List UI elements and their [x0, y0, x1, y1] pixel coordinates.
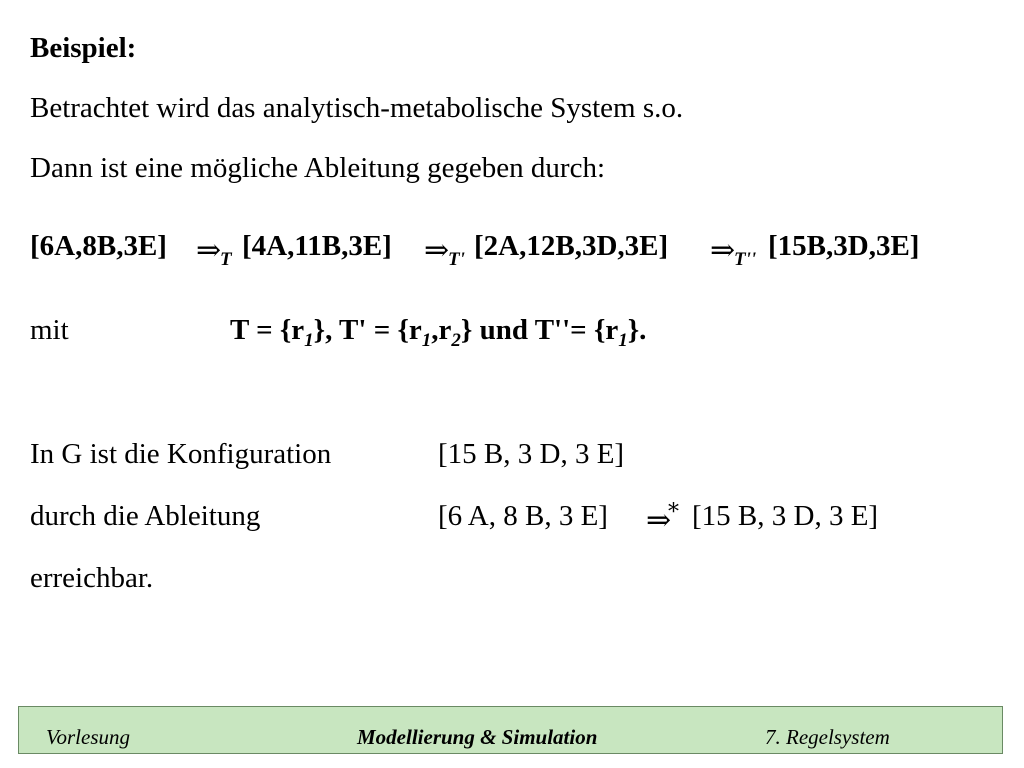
star-arrow-icon: ⇒: [646, 503, 672, 538]
subscript: 2: [451, 330, 461, 351]
derivation-arrow-icon: ⇒: [710, 233, 736, 268]
footer-chapter: 7. Regelsystem: [765, 725, 890, 749]
reach-row-2: [30, 500, 879, 538]
reach-row-3: erreichbar.: [30, 562, 154, 594]
kleene-star: *: [668, 500, 679, 525]
set-text: }.: [627, 314, 647, 346]
set-text: }, T' = {r: [313, 314, 422, 346]
reach-derivation: [438, 500, 879, 538]
mit-label: mit: [30, 314, 69, 346]
transition-label-1: T: [220, 249, 232, 270]
config-3: [2A,12B,3D,3E]: [474, 230, 669, 262]
transition-label-3: T'': [734, 249, 757, 270]
footer-lecture: Vorlesung: [46, 725, 130, 749]
footer-bar: [18, 706, 1003, 754]
target-config: [15 B, 3 D, 3 E]: [438, 438, 625, 470]
reach-row-1-text: In G ist die Konfiguration: [30, 438, 332, 470]
end-config: [15 B, 3 D, 3 E]: [692, 500, 879, 532]
subscript: 1: [421, 330, 432, 351]
reach-row-1: [30, 438, 625, 470]
intro-line-2: Dann ist eine mögliche Ableitung gegeben durch:: [30, 152, 606, 184]
subscript: 1: [618, 330, 628, 351]
start-config: [6 A, 8 B, 3 E]: [438, 500, 608, 532]
config-4: [15B,3D,3E]: [768, 230, 920, 262]
subscript: 1: [304, 330, 314, 351]
set-text: } und T''= {r: [460, 314, 619, 346]
transition-sets: [30, 314, 647, 351]
derivation-arrow-icon: ⇒: [424, 233, 450, 268]
footer-course-title: Modellierung & Simulation: [357, 725, 598, 749]
sets-definition: [230, 316, 646, 350]
reach-row-2-text: durch die Ableitung: [30, 500, 261, 532]
derivation-arrow-icon: ⇒: [196, 233, 222, 268]
config-1: [6A,8B,3E]: [30, 230, 167, 262]
set-text: ,r: [431, 314, 452, 346]
transition-label-2: T': [448, 249, 465, 270]
intro-line-1: Betrachtet wird das analytisch-metabolische System s.o.: [30, 92, 684, 124]
config-2: [4A,11B,3E]: [242, 230, 392, 262]
heading: Beispiel:: [30, 32, 137, 64]
set-text: T = {r: [230, 314, 305, 346]
